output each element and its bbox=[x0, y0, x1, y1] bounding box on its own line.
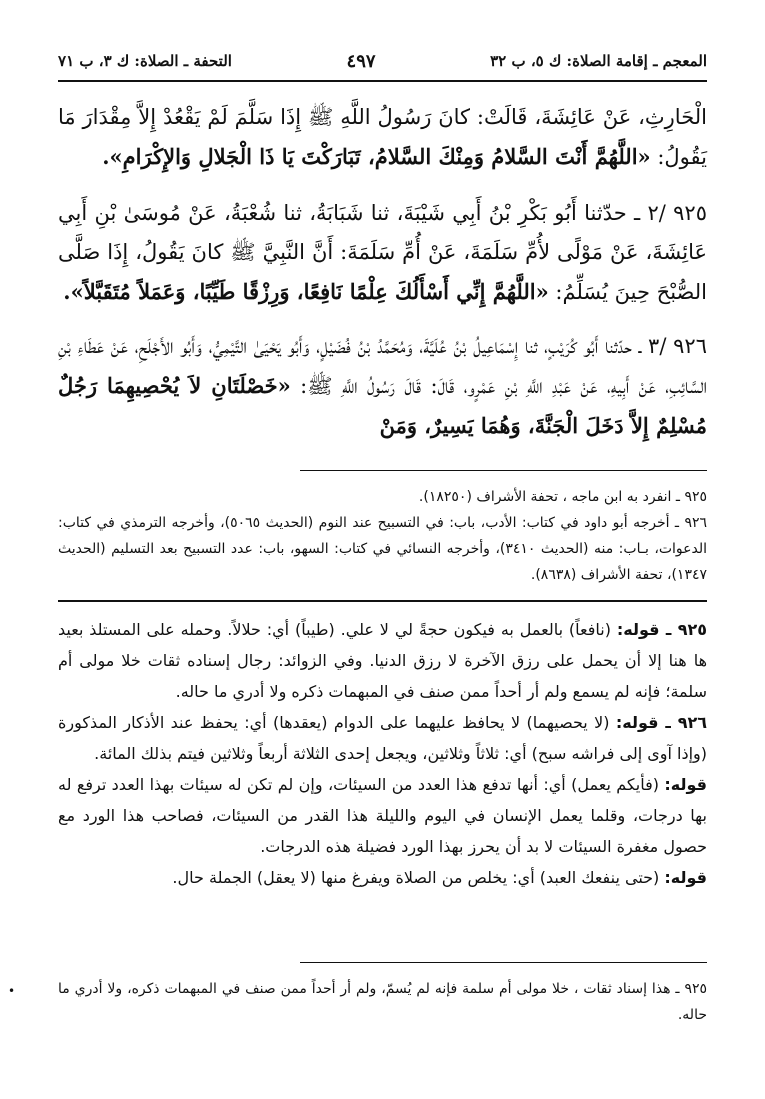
takhrij-note-925: ٩٢٥ ـ انفرد به ابن ماجه ، تحفة الأشراف (١٨٢٥٠). bbox=[418, 489, 707, 505]
hadith-2 bbox=[58, 194, 707, 312]
hadith-1-dua: «اللَّهُمَّ أَنْتَ السَّلامُ وَمِنْكَ السَّلامُ، تَبَارَكْتَ يَا ذَا الْجَلالِ وَالإِكْرَامِ». bbox=[102, 144, 651, 169]
commentary-hatta-lead: قوله: bbox=[664, 868, 707, 887]
hadith-3 bbox=[58, 327, 707, 446]
commentary-hatta-text: (حتى ينفعك العبد) أي: يخلص من الصلاة ويفرغ منها (لا يعقل) الجملة حال. bbox=[172, 868, 665, 887]
header-right: المعجم ـ إقامة الصلاة: ك ٥، ب ٣٢ bbox=[490, 52, 707, 70]
hadith-2-dua: «اللَّهُمَّ إِنِّي أَسْأَلُكَ عِلْمًا نَافِعًا، وَرِزْقًا طَيِّبًا، وَعَمَلاً مُتَقَبَّلاً». bbox=[63, 279, 549, 304]
hadith-1-text: الْحَارِثِ، عَنْ عَائِشَةَ، قَالَتْ: كانَ رَسُولُ اللَّهِ ﷺ إِذَا سَلَّمَ لَمْ يَقْعُدْ إِلاَّ مِقْدَارَ مَا يَقُولُ: bbox=[58, 105, 707, 169]
takhrij-notes bbox=[58, 484, 707, 588]
commentary-hatta bbox=[58, 862, 707, 893]
commentary-926-text: (لا يحصيهما) لا يحافظ عليهما على الدوام (يعقدها) أي: يحفظ عند الأذكار المذكورة (وإذا آوى إلى فراشه سبح) أي: ثلاثاً وثلاثين، ويجعل إحدى الثلاثة أربعاً وثلاثين فيتم بذلك المائة. bbox=[58, 713, 707, 763]
commentary-925-text: (نافعاً) بالعمل به فيكون حجةً لي لا علي. (طيباً) أي: حلالاً. وحمله على المستلذ بعيد ها هنا إلا أن يحمل على رزق الآخرة لا رزق الدنيا. وفي الزوائد: رجال إسناده ثقات خلا مولى أم سلمة؛ فإنه لم يسمع ولم أر أحداً ممن صنف في المبهمات ذكره ولا أدري ما حاله. bbox=[58, 620, 707, 701]
commentary bbox=[58, 614, 707, 893]
hadith-1 bbox=[58, 98, 707, 177]
bottom-note-rule bbox=[300, 962, 707, 963]
hadith-3-dua: «خَصْلَتَانِ لاَ يُحْصِيهِمَا رَجُلٌ مُسْلِمٌ إِلاَّ دَخَلَ الْجَنَّةَ، وَهُمَا يَسِيرٌ، وَمَنْ bbox=[58, 373, 707, 438]
commentary-rule bbox=[58, 600, 707, 602]
commentary-ayyukum-text: (فأيكم يعمل) أي: أنها تدفع هذا العدد من السيئات، وإن لم تكن له سيئات بهذا العدد ترفع له بها درجات، وقلما يعمل الإنسان في اليوم والليلة هذا القدر من السيئات، فصاحب هذا الورد مع حصول مغفرة السيئات لا بد أن يحرز بهذا الورد فضيلة هذه الدرجات. bbox=[58, 775, 707, 856]
takhrij-note-926: ٩٢٦ ـ أخرجه أبو داود في كتاب: الأدب، باب: في التسبيح عند النوم (الحديث ٥٠٦٥)، وأخرجه الترمذي في كتاب: الدعوات، بـاب: منه (الحديث ٣٤١٠)، وأخرجه النسائي في كتاب: السهو، باب: عدد التسبيح بعد التسليم (الحديث ١٣٤٧)، تحفة الأشراف (٨٦٣٨). bbox=[58, 515, 707, 583]
commentary-ayyukum bbox=[58, 769, 707, 862]
commentary-926-lead: ٩٢٦ ـ قوله: bbox=[615, 713, 707, 732]
bottom-note bbox=[58, 976, 707, 1028]
takhrij-rule bbox=[300, 470, 707, 471]
page-header bbox=[58, 48, 707, 74]
hadith-3-text: ٩٢٦ /٣ ـ حدّثنا أَبُو كُرَيْبٍ، ثنا إِسْمَاعِيلُ بْنُ عُلَيَّةَ، وَمُحَمَّدُ بْنُ فُضَيْلٍ، وَأَبُو يَحْيَىٰ التَّيْمِيُّ، وَأَبُو الأَجْلَحِ، عَنْ عَطَاءِ بْنِ السَّائِبِ، عَنْ أَبِيهِ، عَنْ عَبْدِ اللَّهِ بْنِ عَمْرٍو، قَالَ: قَالَ رَسُولُ اللَّهِ ﷺ: bbox=[58, 334, 707, 398]
bottom-note-text: ٩٢٥ ـ هذا إسناد ثقات ، خلا مولى أم سلمة فإنه لم يُسمّ، ولم أر أحداً ممن صنف في المبهمات ذكره، ولا أدري ما حاله. bbox=[58, 981, 707, 1023]
hadith-2-text: ٩٢٥ /٢ ـ حدّثنا أَبُو بَكْرِ بْنُ أَبِي شَيْبَةَ، ثنا شَبَابَةُ، ثنا شُعْبَةُ، عَنْ مُوسَىٰ بْنِ أَبِي عَائِشَةَ، عَنْ مَوْلًى لأُمِّ سَلَمَةَ، عَنْ أُمِّ سَلَمَةَ: أَنَّ النَّبِيَّ ﷺ كانَ يَقُولُ، إِذَا صَلَّى الصُّبْحَ حِينَ يُسَلِّمُ: bbox=[58, 201, 707, 304]
margin-bullet: • bbox=[8, 984, 16, 998]
header-rule bbox=[58, 80, 707, 82]
commentary-ayyukum-lead: قوله: bbox=[664, 775, 707, 794]
header-left: التحفة ـ الصلاة: ك ٣، ب ٧١ bbox=[58, 52, 232, 70]
page-number: ٤٩٧ bbox=[346, 50, 376, 72]
commentary-925-lead: ٩٢٥ ـ قوله: bbox=[616, 620, 707, 639]
commentary-926 bbox=[58, 707, 707, 769]
commentary-925 bbox=[58, 614, 707, 707]
